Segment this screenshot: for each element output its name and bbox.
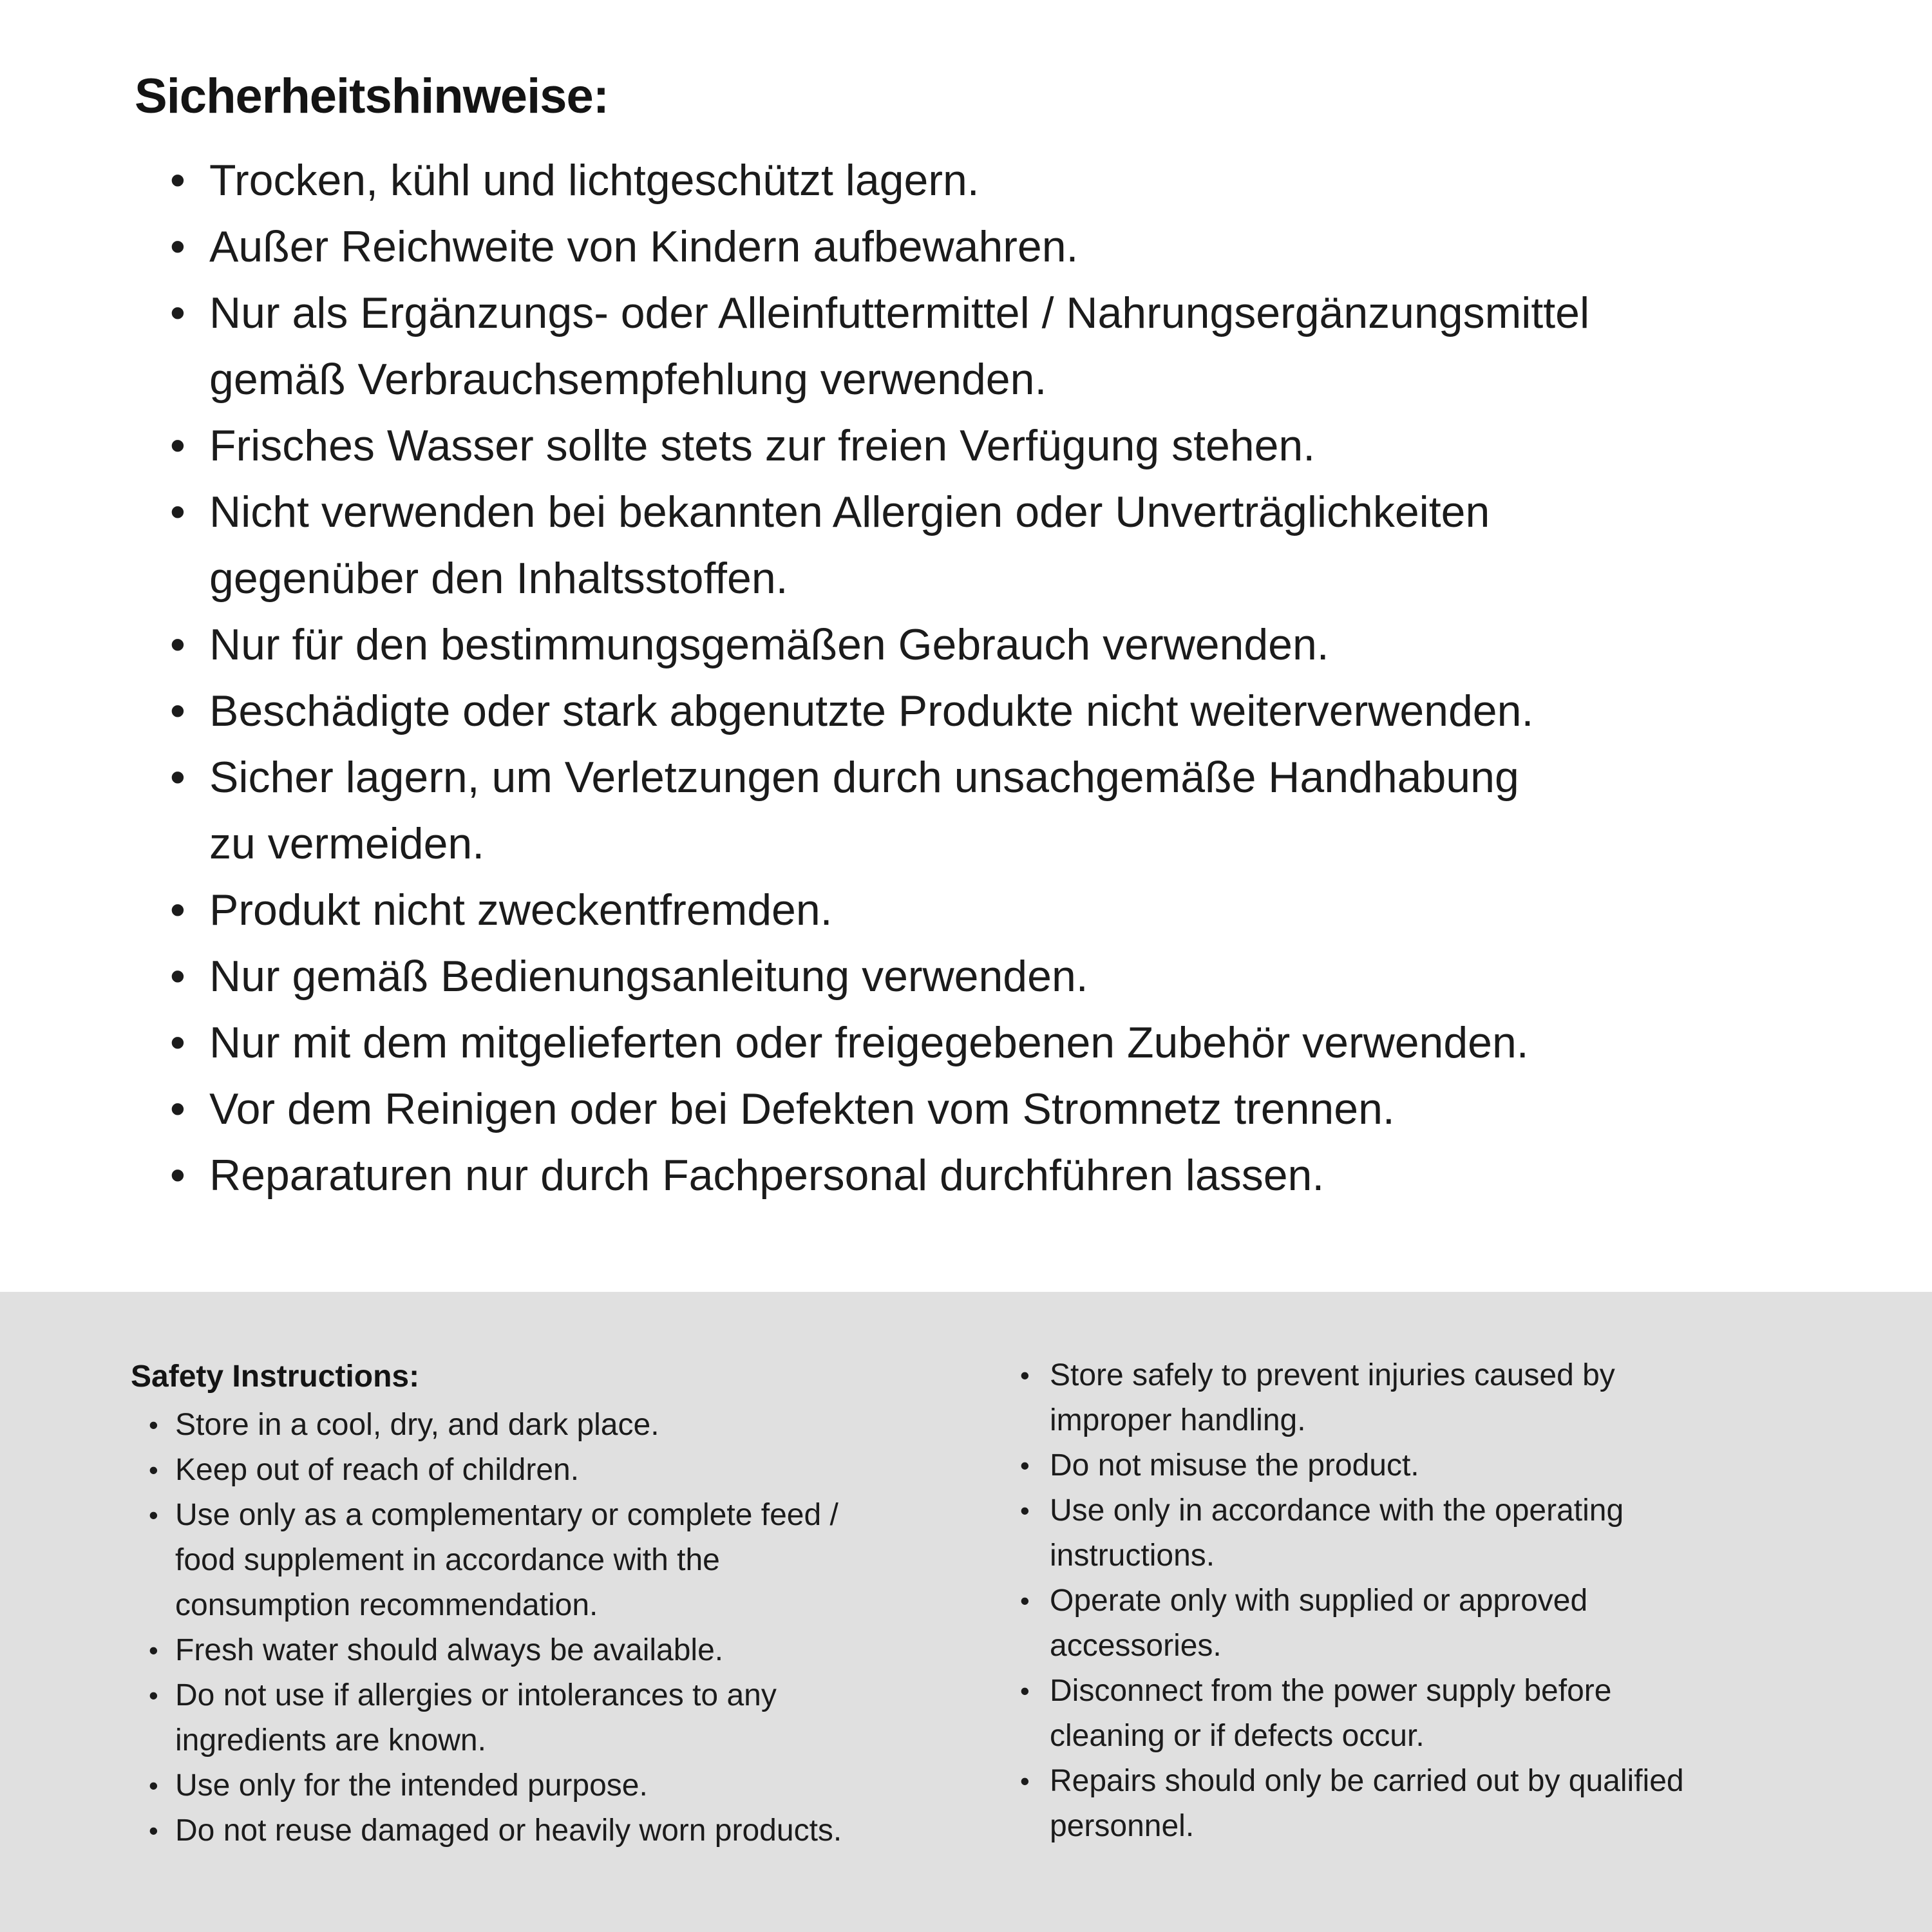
list-item [166, 147, 1853, 214]
list-item-text: Reparaturen nur durch Fachpersonal durchführen lassen. [209, 1151, 1325, 1200]
list-item-text: Store in a cool, dry, and dark place. [175, 1408, 659, 1442]
bullet-icon: • [170, 156, 185, 205]
list-item [145, 1763, 994, 1808]
bullet-icon: • [1020, 1495, 1030, 1526]
bullet-spacer [145, 1538, 175, 1583]
bullet-spacer [145, 1583, 175, 1628]
list-item [1018, 1533, 1893, 1578]
bullet-spacer [166, 811, 209, 877]
bullet-spacer [1018, 1804, 1050, 1849]
list-item-text: Keep out of reach of children. [175, 1453, 580, 1487]
list-item-text: Use only as a complementary or complete feed / [175, 1498, 838, 1532]
english-title: Safety Instructions: [131, 1359, 420, 1394]
list-item [145, 1808, 994, 1853]
bullet-icon: • [170, 488, 185, 536]
list-item-text: Nur als Ergänzungs- oder Alleinfuttermittel / Nahrungsergänzungsmittel [209, 289, 1590, 337]
list-item-text: gegenüber den Inhaltsstoffen. [209, 554, 788, 603]
list-item [166, 943, 1853, 1010]
list-item-text: gemäß Verbrauchsempfehlung verwenden. [209, 355, 1047, 404]
list-item [1018, 1624, 1893, 1669]
bullet-icon: • [170, 1084, 185, 1133]
list-item [166, 1142, 1853, 1209]
list-item [145, 1673, 994, 1718]
bullet-icon: • [149, 1635, 158, 1665]
bullet-icon: • [170, 421, 185, 470]
list-item [145, 1628, 994, 1673]
list-item-text: cleaning or if defects occur. [1050, 1719, 1425, 1753]
bullet-icon: • [170, 952, 185, 1001]
list-item-text: food supplement in accordance with the [175, 1543, 720, 1577]
german-bullet-list [166, 147, 1853, 1209]
list-item [166, 744, 1853, 811]
bullet-icon: • [149, 1410, 158, 1440]
bullet-icon: • [1020, 1586, 1030, 1616]
bullet-icon: • [170, 222, 185, 271]
bullet-icon: • [1020, 1676, 1030, 1706]
list-item-text: Do not reuse damaged or heavily worn products. [175, 1814, 842, 1848]
bullet-icon: • [170, 753, 185, 802]
list-item-text: personnel. [1050, 1809, 1195, 1843]
list-item-text: accessories. [1050, 1629, 1222, 1663]
list-item-text: zu vermeiden. [209, 819, 485, 868]
list-item [1018, 1443, 1893, 1488]
bullet-spacer [166, 545, 209, 612]
list-item [1018, 1578, 1893, 1624]
bullet-spacer [1018, 1398, 1050, 1443]
english-left-bullet-list [145, 1403, 994, 1853]
list-item-text: Use only in accordance with the operating [1050, 1493, 1624, 1528]
bullet-icon: • [170, 1151, 185, 1200]
list-item [145, 1403, 994, 1448]
list-item [145, 1718, 994, 1763]
bullet-icon: • [170, 289, 185, 337]
bullet-icon: • [170, 1018, 185, 1067]
list-item-text: Nur für den bestimmungsgemäßen Gebrauch verwenden. [209, 620, 1329, 669]
bullet-icon: • [1020, 1360, 1030, 1390]
list-item-text: ingredients are known. [175, 1723, 486, 1757]
bullet-spacer [145, 1718, 175, 1763]
list-item-text: Trocken, kühl und lichtgeschützt lagern. [209, 156, 980, 205]
list-item-text: Disconnect from the power supply before [1050, 1674, 1612, 1708]
list-item [166, 612, 1853, 678]
list-item [1018, 1488, 1893, 1533]
english-left-column [131, 1354, 994, 1853]
english-right-column [1018, 1353, 1893, 1849]
list-item [1018, 1759, 1893, 1804]
list-item [145, 1538, 994, 1583]
bullet-icon: • [170, 620, 185, 669]
bullet-icon: • [1020, 1766, 1030, 1796]
list-item-text: Nicht verwenden bei bekannten Allergien oder Unverträglichkeiten [209, 488, 1490, 536]
bullet-icon: • [149, 1770, 158, 1801]
list-item [1018, 1398, 1893, 1443]
list-item-text: instructions. [1050, 1539, 1215, 1573]
english-right-bullet-list [1018, 1353, 1893, 1849]
bullet-icon: • [1020, 1450, 1030, 1481]
list-item [166, 811, 1853, 877]
list-item-text: Frisches Wasser sollte stets zur freien Verfügung stehen. [209, 421, 1316, 470]
list-item [166, 877, 1853, 943]
list-item-text: Operate only with supplied or approved [1050, 1584, 1588, 1618]
list-item-text: Nur mit dem mitgelieferten oder freigegebenen Zubehör verwenden. [209, 1018, 1529, 1067]
bullet-icon: • [149, 1815, 158, 1846]
list-item-text: Use only for the intended purpose. [175, 1768, 648, 1803]
list-item [1018, 1669, 1893, 1714]
list-item [166, 1010, 1853, 1076]
list-item [1018, 1714, 1893, 1759]
list-item [166, 678, 1853, 744]
german-title: Sicherheitshinweise: [135, 69, 609, 124]
list-item [166, 545, 1853, 612]
list-item [145, 1583, 994, 1628]
list-item-text: Beschädigte oder stark abgenutzte Produkte nicht weiterverwenden. [209, 687, 1534, 735]
list-item [166, 346, 1853, 413]
bullet-spacer [1018, 1624, 1050, 1669]
list-item [166, 479, 1853, 545]
list-item-text: Produkt nicht zweckentfremden. [209, 886, 833, 934]
list-item-text: Vor dem Reinigen oder bei Defekten vom Stromnetz trennen. [209, 1084, 1395, 1133]
list-item-text: Sicher lagern, um Verletzungen durch unsachgemäße Handhabung [209, 753, 1519, 802]
list-item [166, 413, 1853, 479]
bullet-icon: • [149, 1455, 158, 1485]
list-item-text: Do not misuse the product. [1050, 1448, 1419, 1482]
list-item-text: Do not use if allergies or intolerances to any [175, 1678, 777, 1712]
list-item-text: Außer Reichweite von Kindern aufbewahren. [209, 222, 1079, 271]
list-item [166, 214, 1853, 280]
list-item-text: consumption recommendation. [175, 1588, 598, 1622]
list-item [145, 1448, 994, 1493]
list-item-text: Repairs should only be carried out by qualified [1050, 1764, 1684, 1798]
list-item [145, 1493, 994, 1538]
bullet-spacer [166, 346, 209, 413]
bullet-icon: • [149, 1500, 158, 1530]
list-item-text: Fresh water should always be available. [175, 1633, 724, 1667]
list-item-text: improper handling. [1050, 1403, 1306, 1437]
bullet-icon: • [149, 1680, 158, 1710]
list-item [166, 1076, 1853, 1142]
list-item [1018, 1353, 1893, 1398]
bullet-icon: • [170, 886, 185, 934]
list-item-text: Store safely to prevent injuries caused by [1050, 1358, 1615, 1392]
english-section [0, 1292, 1932, 1932]
list-item [166, 280, 1853, 346]
bullet-spacer [1018, 1533, 1050, 1578]
bullet-icon: • [170, 687, 185, 735]
bullet-spacer [1018, 1714, 1050, 1759]
list-item [1018, 1804, 1893, 1849]
list-item-text: Nur gemäß Bedienungsanleitung verwenden. [209, 952, 1088, 1001]
